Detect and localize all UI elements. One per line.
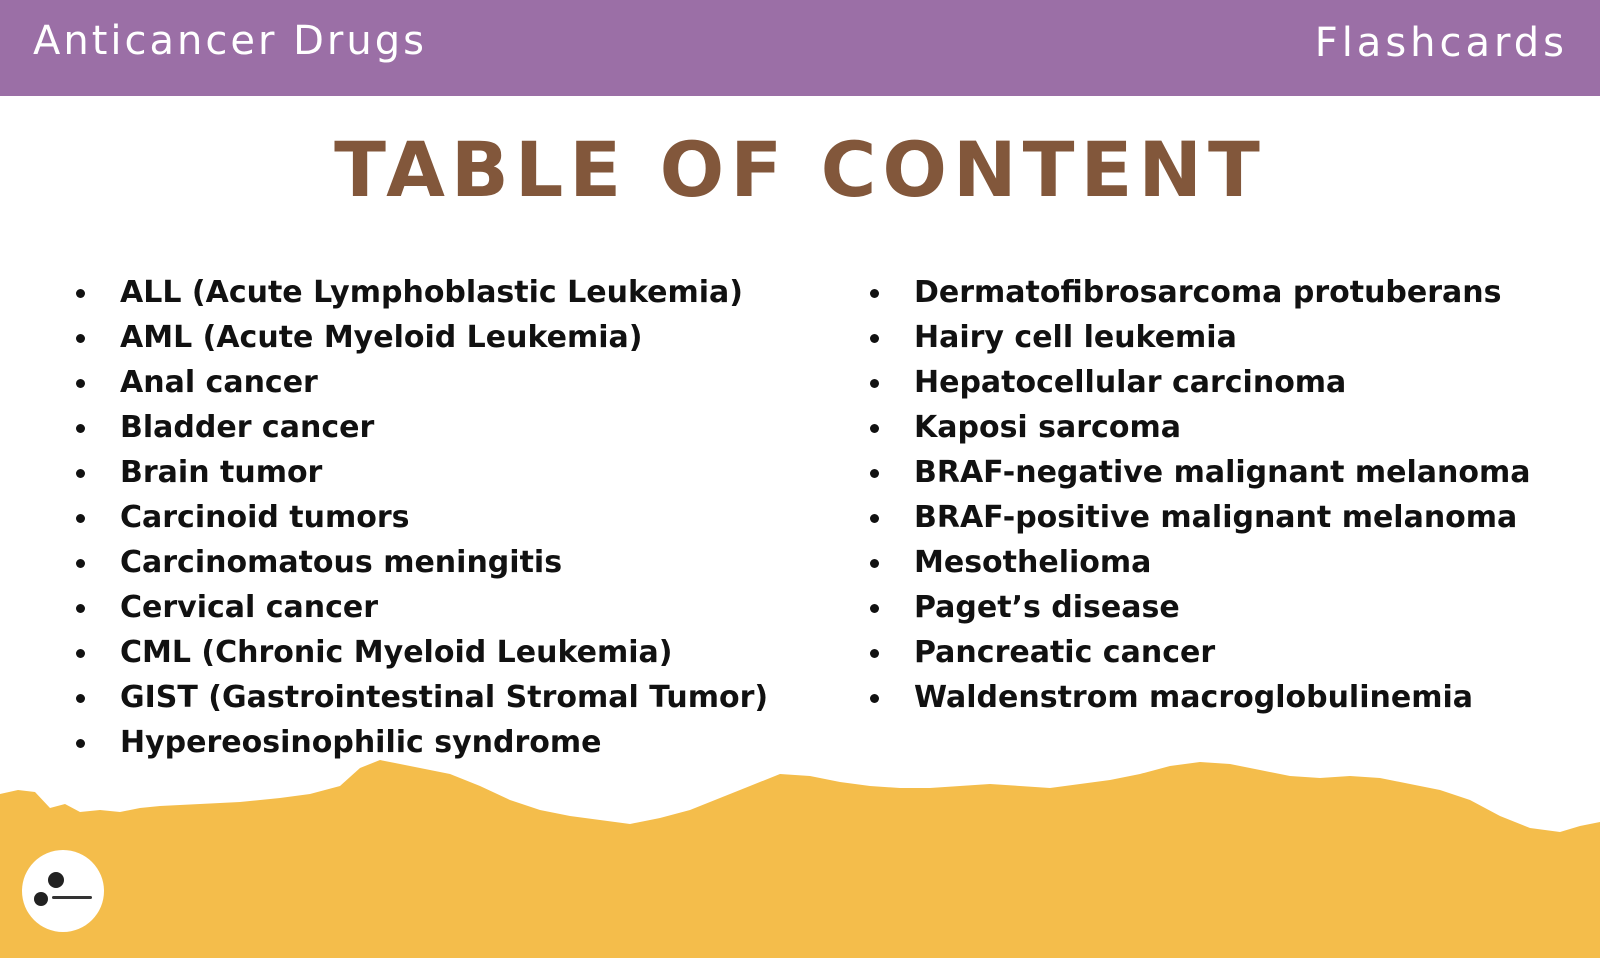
deck-title: Anticancer Drugs [33,18,427,64]
list-item [76,450,768,495]
list-item-label: ALL (Acute Lymphoblastic Leukemia) [120,275,743,310]
list-item [76,315,768,360]
list-item-label: Hairy cell leukemia [914,320,1237,355]
list-item-label: Carcinoid tumors [120,500,410,535]
bullet-icon [76,739,85,748]
list-item [76,495,768,540]
list-item-label: Brain tumor [120,455,323,490]
list-item-label: Hepatocellular carcinoma [914,365,1347,400]
list-item [76,720,768,765]
bullet-icon [76,694,85,703]
bullet-icon [870,289,879,298]
list-item [76,360,768,405]
logo-wordmark-icon [52,896,92,899]
list-item [76,540,768,585]
bullet-icon [76,334,85,343]
list-item [870,270,1531,315]
bullet-icon [76,289,85,298]
list-item [76,405,768,450]
list-item [870,360,1531,405]
list-item-label: AML (Acute Myeloid Leukemia) [120,320,643,355]
page-title: TABLE OF CONTENT [334,125,1266,214]
topic-list-right [870,270,1531,720]
bullet-icon [870,424,879,433]
bullet-icon [76,559,85,568]
list-item-label: CML (Chronic Myeloid Leukemia) [120,635,673,670]
list-item-label: Bladder cancer [120,410,375,445]
list-item-label: Hypereosinophilic syndrome [120,725,602,760]
list-item [870,450,1531,495]
bullet-icon [870,469,879,478]
list-item [76,630,768,675]
logo-m-icon [48,872,64,888]
list-item [870,315,1531,360]
list-item-label: Dermatofibrosarcoma protuberans [914,275,1502,310]
bullet-icon [870,649,879,658]
brand-logo [22,850,104,932]
bullet-icon [870,694,879,703]
topic-list-left [76,270,768,765]
list-item [76,675,768,720]
list-item [870,540,1531,585]
deck-type: Flashcards [1314,20,1568,66]
list-item [870,630,1531,675]
list-item-label: BRAF-positive malignant melanoma [914,500,1518,535]
list-item-label: Cervical cancer [120,590,379,625]
list-item [76,270,768,315]
list-item [870,495,1531,540]
bullet-icon [870,559,879,568]
bullet-icon [76,379,85,388]
bullet-icon [870,604,879,613]
list-item-label: Carcinomatous meningitis [120,545,563,580]
bullet-icon [870,334,879,343]
list-item [870,675,1531,720]
list-item [76,585,768,630]
list-item [870,405,1531,450]
list-item-label: BRAF-negative malignant melanoma [914,455,1531,490]
list-item-label: Kaposi sarcoma [914,410,1181,445]
logo-q-icon [34,892,48,906]
bullet-icon [76,604,85,613]
bullet-icon [76,424,85,433]
list-item-label: Paget’s disease [914,590,1180,625]
bullet-icon [76,649,85,658]
list-item [870,585,1531,630]
list-item-label: Anal cancer [120,365,318,400]
header-bar [0,0,1600,96]
list-item-label: Waldenstrom macroglobulinemia [914,680,1473,715]
bullet-icon [76,469,85,478]
bullet-icon [870,379,879,388]
list-item-label: GIST (Gastrointestinal Stromal Tumor) [120,680,769,715]
list-item-label: Mesothelioma [914,545,1152,580]
bullet-icon [870,514,879,523]
list-item-label: Pancreatic cancer [914,635,1216,670]
footer-wave-decoration [0,760,1600,958]
bullet-icon [76,514,85,523]
